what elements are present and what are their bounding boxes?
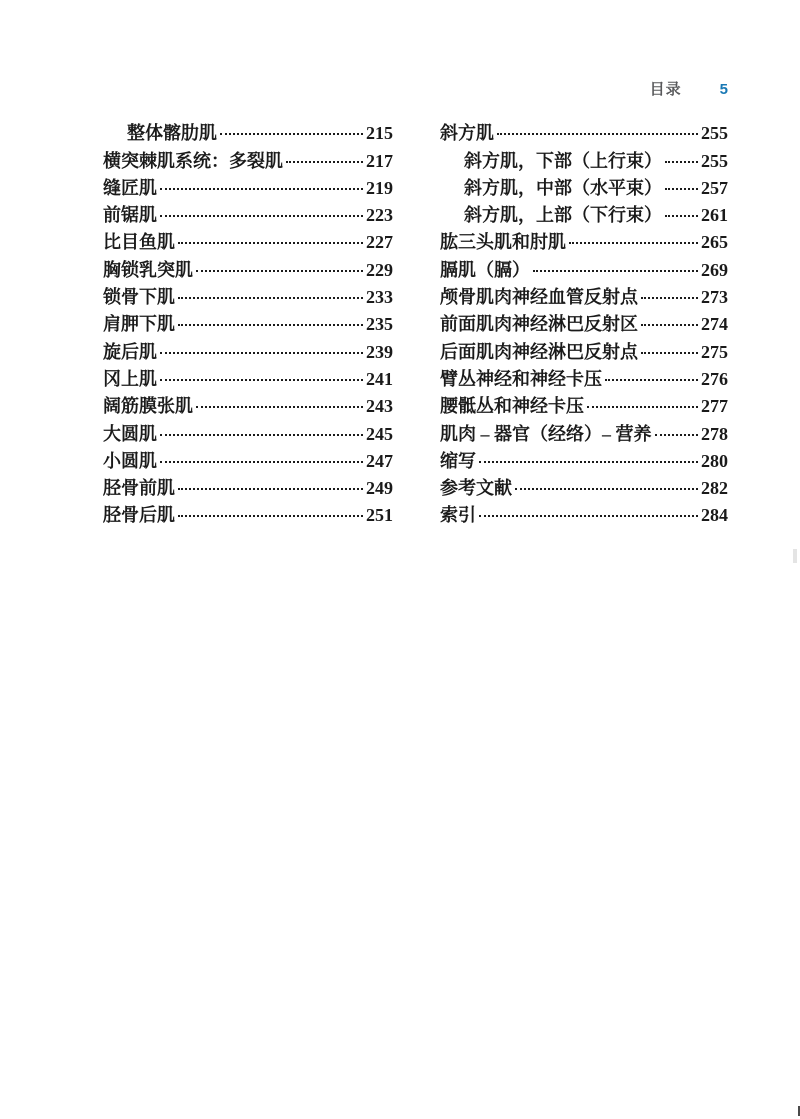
toc-entry	[440, 200, 728, 227]
dotted-leader	[494, 118, 701, 145]
header-title: 目录	[649, 81, 682, 98]
toc-entry-title: 肱三头肌和肘肌	[440, 232, 566, 253]
toc-entry	[440, 118, 728, 145]
toc-entry-page: 274	[701, 314, 728, 335]
toc-entry	[103, 309, 393, 336]
toc-entry-page: 233	[366, 287, 393, 308]
dotted-leader	[175, 227, 366, 254]
toc-entry	[440, 227, 728, 254]
toc-entry-title: 缝匠肌	[103, 177, 157, 198]
toc-entry-title: 胫骨前肌	[103, 478, 175, 499]
toc-entry	[440, 446, 728, 473]
dotted-leader	[584, 391, 701, 418]
toc-entry	[440, 500, 728, 527]
toc-entry-page: 251	[366, 505, 393, 526]
dotted-leader	[283, 145, 366, 172]
toc-entry-title: 肩胛下肌	[103, 314, 175, 335]
dotted-leader	[175, 473, 366, 500]
toc-entry	[103, 282, 393, 309]
toc-entry-page: 219	[366, 177, 393, 198]
dotted-leader	[662, 200, 701, 227]
toc-entry-title: 小圆肌	[103, 450, 157, 471]
scan-artifact-smudge	[793, 549, 797, 563]
toc-entry	[103, 446, 393, 473]
toc-entry-title: 斜方肌，下部（上行束）	[464, 150, 662, 171]
toc-entry-page: 269	[701, 259, 728, 280]
dotted-leader	[157, 418, 366, 445]
toc-entry	[103, 418, 393, 445]
toc-entry	[103, 336, 393, 363]
dotted-leader	[175, 309, 366, 336]
toc-entry	[103, 254, 393, 281]
toc-entry	[440, 418, 728, 445]
toc-entry-page: 255	[701, 150, 728, 171]
dotted-leader	[217, 118, 366, 145]
dotted-leader	[193, 254, 366, 281]
toc-entry-title: 膈肌（膈）	[440, 259, 530, 280]
toc-entry-page: 247	[366, 450, 393, 471]
toc-entry	[103, 227, 393, 254]
toc-entry-page: 243	[366, 396, 393, 417]
dotted-leader	[602, 364, 701, 391]
toc-entry	[440, 364, 728, 391]
toc-entry	[440, 173, 728, 200]
toc-entry-page: 227	[366, 232, 393, 253]
toc-entry-title: 比目鱼肌	[103, 232, 175, 253]
toc-entry	[440, 309, 728, 336]
toc-entry-title: 斜方肌，上部（下行束）	[464, 205, 662, 226]
toc-entry	[103, 391, 393, 418]
dotted-leader	[638, 309, 701, 336]
toc-entry-page: 275	[701, 341, 728, 362]
toc-entry-page: 249	[366, 478, 393, 499]
dotted-leader	[638, 282, 701, 309]
toc-entry-title: 前面肌肉神经淋巴反射区	[440, 314, 638, 335]
toc-entry-title: 横突棘肌系统：多裂肌	[103, 150, 283, 171]
toc-entry-title: 缩写	[440, 450, 476, 471]
toc-entry-page: 223	[366, 205, 393, 226]
toc-entry-title: 索引	[440, 505, 476, 526]
toc-entry-page: 245	[366, 423, 393, 444]
dotted-leader	[476, 446, 701, 473]
dotted-leader	[476, 500, 701, 527]
dotted-leader	[157, 364, 366, 391]
header-page-number: 5	[719, 81, 728, 98]
dotted-leader	[652, 418, 702, 445]
toc-entry-page: 280	[701, 450, 728, 471]
toc-entry-page: 239	[366, 341, 393, 362]
toc-entry-title: 腰骶丛和神经卡压	[440, 396, 584, 417]
toc-entry-page: 282	[701, 478, 728, 499]
toc-entry	[440, 254, 728, 281]
toc-entry-page: 257	[701, 177, 728, 198]
toc-entry-title: 胫骨后肌	[103, 505, 175, 526]
toc-entry	[103, 500, 393, 527]
toc-entry	[103, 473, 393, 500]
toc-entry	[440, 282, 728, 309]
toc-entry-title: 臂丛神经和神经卡压	[440, 368, 602, 389]
dotted-leader	[175, 500, 366, 527]
dotted-leader	[530, 254, 701, 281]
toc-entry-page: 277	[701, 396, 728, 417]
toc-entry-title: 斜方肌，中部（水平束）	[464, 177, 662, 198]
dotted-leader	[157, 173, 366, 200]
toc-entry-title: 斜方肌	[440, 123, 494, 144]
toc-entry-title: 锁骨下肌	[103, 287, 175, 308]
toc-entry	[440, 391, 728, 418]
toc-entry-title: 肌肉 – 器官（经络）– 营养	[440, 423, 652, 444]
dotted-leader	[157, 200, 366, 227]
dotted-leader	[662, 173, 701, 200]
toc-entry-title: 冈上肌	[103, 368, 157, 389]
toc-entry-title: 旋后肌	[103, 341, 157, 362]
dotted-leader	[157, 336, 366, 363]
toc-entry-title: 大圆肌	[103, 423, 157, 444]
dotted-leader	[566, 227, 701, 254]
toc-entry	[440, 473, 728, 500]
toc-entry-page: 284	[701, 505, 728, 526]
toc-entry-title: 胸锁乳突肌	[103, 259, 193, 280]
page-header	[650, 78, 728, 99]
toc-entry-page: 241	[366, 368, 393, 389]
toc-entry-page: 265	[701, 232, 728, 253]
toc-entry-page: 261	[701, 205, 728, 226]
toc-entry	[103, 200, 393, 227]
toc-entry	[440, 145, 728, 172]
toc-entry-title: 参考文献	[440, 478, 512, 499]
toc-entry	[440, 336, 728, 363]
toc-entry-title: 前锯肌	[103, 205, 157, 226]
toc-entry-page: 273	[701, 287, 728, 308]
dotted-leader	[638, 336, 701, 363]
toc-entry-page: 255	[701, 123, 728, 144]
toc-entry-title: 整体髂肋肌	[127, 123, 217, 144]
toc-entry	[103, 364, 393, 391]
dotted-leader	[193, 391, 366, 418]
toc-entry-page: 278	[701, 423, 728, 444]
toc-entry-page: 229	[366, 259, 393, 280]
toc-entry-page: 215	[366, 123, 393, 144]
toc-column-right	[440, 118, 728, 527]
dotted-leader	[175, 282, 366, 309]
toc-entry-title: 颅骨肌肉神经血管反射点	[440, 287, 638, 308]
dotted-leader	[662, 145, 701, 172]
dotted-leader	[512, 473, 701, 500]
toc-entry-page: 217	[366, 150, 393, 171]
toc-column-left	[103, 118, 393, 527]
toc-entry	[103, 145, 393, 172]
toc-entry-title: 阔筋膜张肌	[103, 396, 193, 417]
toc-entry-page: 235	[366, 314, 393, 335]
toc-entry-page: 276	[701, 368, 728, 389]
dotted-leader	[157, 446, 366, 473]
toc-entry	[103, 118, 393, 145]
toc-entry	[103, 173, 393, 200]
toc-entry-title: 后面肌肉神经淋巴反射点	[440, 341, 638, 362]
